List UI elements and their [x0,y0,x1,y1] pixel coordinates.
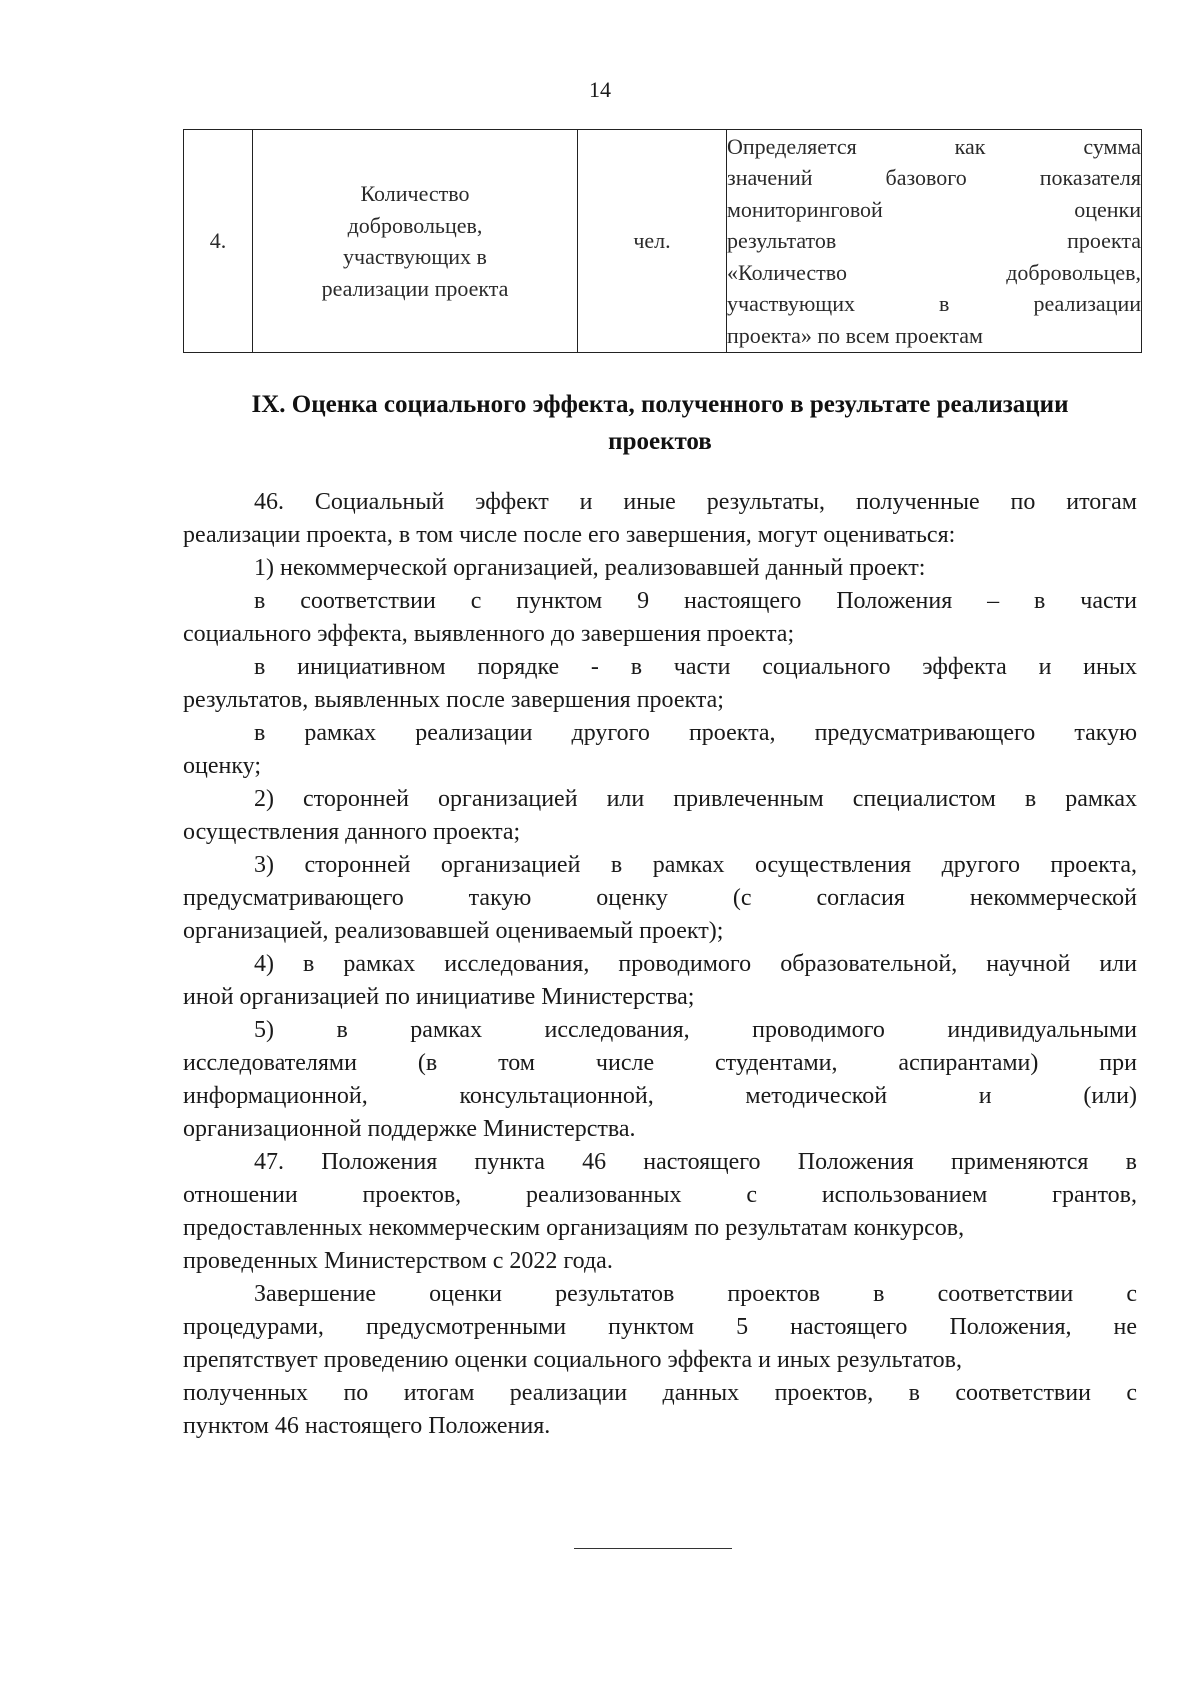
paragraph-line: пунктом 46 настоящего Положения. [183,1413,551,1439]
paragraph-line: результатов, выявленных после завершения проекта; [183,687,724,713]
row-number: 4. [184,130,253,353]
paragraph-line: процедурами, предусмотренными пунктом 5 настоящего Положения, не [183,1314,1137,1340]
paragraph-line: предоставленных некоммерческим организациям по результатам конкурсов, [183,1215,965,1241]
paragraph-line: 2) сторонней организацией или привлеченным специалистом в рамках [254,786,1137,812]
indicator-table [183,129,1142,353]
description-line: Определяется как сумма [727,133,1141,159]
paragraph-line: 4) в рамках исследования, проводимого образовательной, научной или [254,951,1137,977]
table-row [184,130,1142,353]
indicator-unit: чел. [578,130,727,353]
section-heading-line: проектов [608,428,712,455]
paragraph-line: информационной, консультационной, методической и (или) [183,1083,1137,1109]
indicator-name-line: Количество [360,181,470,206]
paragraph-line: организацией, реализовавшей оцениваемый проект); [183,918,724,944]
paragraph-line: исследователями (в том числе студентами, аспирантами) при [183,1050,1137,1076]
body-text [183,486,1137,1443]
paragraph-line: реализации проекта, в том числе после его завершения, могут оцениваться: [183,522,956,548]
indicator-name [253,130,578,353]
indicator-description [727,130,1142,353]
paragraph-line: 1) некоммерческой организацией, реализовавшей данный проект: [254,555,926,581]
paragraph-line: полученных по итогам реализации данных проектов, в соответствии с [183,1380,1137,1406]
paragraph-line: 47. Положения пункта 46 настоящего Положения применяются в [254,1149,1137,1175]
section-heading-line: IX. Оценка социального эффекта, полученного в результате реализации [251,391,1069,418]
description-line: «Количество добровольцев, [727,259,1141,285]
paragraph-line: Завершение оценки результатов проектов в соответствии с [254,1281,1137,1307]
indicator-name-line: участвующих в [343,244,487,269]
page-number: 14 [589,77,611,102]
paragraph-line: в инициативном порядке - в части социального эффекта и иных [254,654,1137,680]
paragraph-line: 46. Социальный эффект и иные результаты, полученные по итогам [254,489,1137,515]
indicator-name-line: добровольцев, [347,212,483,238]
description-line: проекта» по всем проектам [727,322,983,348]
paragraph-line: предусматривающего такую оценку (с согласия некоммерческой [183,885,1137,911]
paragraph-line: препятствует проведению оценки социального эффекта и иных результатов, [183,1347,962,1373]
paragraph-line: в соответствии с пунктом 9 настоящего Положения – в части [254,588,1137,614]
paragraph-line: иной организацией по инициативе Министерства; [183,984,695,1010]
description-line: значений базового показателя [727,165,1141,191]
paragraph-line: 3) сторонней организацией в рамках осуществления другого проекта, [254,852,1137,878]
indicator-name-line: реализации проекта [321,275,509,301]
description-line: результатов проекта [727,228,1141,254]
description-line: мониторинговой оценки [727,196,1141,222]
paragraph-line: 5) в рамках исследования, проводимого индивидуальными [254,1017,1137,1043]
paragraph-line: социального эффекта, выявленного до завершения проекта; [183,621,795,647]
paragraph-line: отношении проектов, реализованных с использованием грантов, [183,1182,1137,1208]
paragraph-line: в рамках реализации другого проекта, предусматривающего такую [254,720,1137,746]
section-heading [183,386,1137,460]
paragraph-line: оценку; [183,753,262,779]
end-divider [574,1548,732,1549]
description-line: участвующих в реализации [727,291,1141,317]
paragraph-line: организационной поддержке Министерства. [183,1116,636,1142]
paragraph-line: осуществления данного проекта; [183,819,521,845]
paragraph-line: проведенных Министерством с 2022 года. [183,1248,613,1274]
